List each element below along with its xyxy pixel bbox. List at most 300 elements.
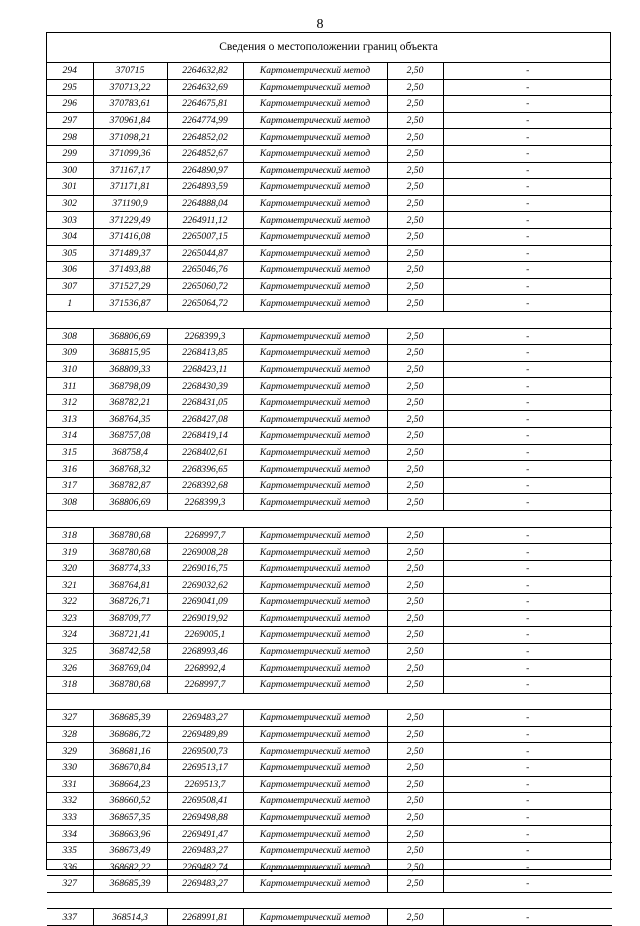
separator-cell bbox=[47, 892, 612, 909]
coord-x-cell: 368682,22 bbox=[93, 859, 167, 876]
point-number-cell: 325 bbox=[47, 643, 93, 660]
method-cell: Картометрический метод bbox=[243, 594, 387, 611]
coord-y-cell: 2268992,4 bbox=[167, 660, 243, 677]
coord-y-cell: 2268427,08 bbox=[167, 411, 243, 428]
coord-y-cell: 2268419,14 bbox=[167, 428, 243, 445]
accuracy-cell: 2,50 bbox=[387, 129, 443, 146]
method-cell: Картометрический метод bbox=[243, 859, 387, 876]
note-cell: - bbox=[443, 195, 612, 212]
coord-x-cell: 368757,08 bbox=[93, 428, 167, 445]
note-cell: - bbox=[443, 295, 612, 312]
coord-x-cell: 371229,49 bbox=[93, 212, 167, 229]
table-row bbox=[47, 494, 612, 511]
coord-y-cell: 2269008,28 bbox=[167, 544, 243, 561]
accuracy-cell: 2,50 bbox=[387, 328, 443, 345]
table-row bbox=[47, 79, 612, 96]
table-row bbox=[47, 809, 612, 826]
table-row bbox=[47, 179, 612, 196]
table-row bbox=[47, 776, 612, 793]
method-cell: Картометрический метод bbox=[243, 876, 387, 893]
coord-y-cell: 2269500,73 bbox=[167, 743, 243, 760]
accuracy-cell: 2,50 bbox=[387, 776, 443, 793]
method-cell: Картометрический метод bbox=[243, 262, 387, 279]
note-cell: - bbox=[443, 743, 612, 760]
point-number-cell: 311 bbox=[47, 378, 93, 395]
coord-y-cell: 2269483,27 bbox=[167, 876, 243, 893]
coord-x-cell: 368685,39 bbox=[93, 710, 167, 727]
coord-y-cell: 2268431,05 bbox=[167, 394, 243, 411]
note-cell: - bbox=[443, 162, 612, 179]
method-cell: Картометрический метод bbox=[243, 112, 387, 129]
coord-y-cell: 2265046,76 bbox=[167, 262, 243, 279]
note-cell: - bbox=[443, 793, 612, 810]
point-number-cell: 313 bbox=[47, 411, 93, 428]
coordinates-table-body bbox=[47, 63, 612, 925]
point-number-cell: 301 bbox=[47, 179, 93, 196]
note-cell: - bbox=[443, 627, 612, 644]
accuracy-cell: 2,50 bbox=[387, 859, 443, 876]
table-row bbox=[47, 842, 612, 859]
coord-x-cell: 368806,69 bbox=[93, 494, 167, 511]
point-number-cell: 318 bbox=[47, 676, 93, 693]
table-row bbox=[47, 577, 612, 594]
table-row bbox=[47, 710, 612, 727]
table-row bbox=[47, 627, 612, 644]
accuracy-cell: 2,50 bbox=[387, 660, 443, 677]
coord-y-cell: 2264774,99 bbox=[167, 112, 243, 129]
method-cell: Картометрический метод bbox=[243, 162, 387, 179]
table-row bbox=[47, 378, 612, 395]
note-cell: - bbox=[443, 378, 612, 395]
table-row bbox=[47, 676, 612, 693]
note-cell: - bbox=[443, 594, 612, 611]
method-cell: Картометрический метод bbox=[243, 477, 387, 494]
note-cell: - bbox=[443, 643, 612, 660]
table-row bbox=[47, 63, 612, 79]
note-cell: - bbox=[443, 759, 612, 776]
method-cell: Картометрический метод bbox=[243, 195, 387, 212]
coord-y-cell: 2269016,75 bbox=[167, 560, 243, 577]
coord-x-cell: 371098,21 bbox=[93, 129, 167, 146]
coord-x-cell: 368806,69 bbox=[93, 328, 167, 345]
coord-x-cell: 368774,33 bbox=[93, 560, 167, 577]
accuracy-cell: 2,50 bbox=[387, 527, 443, 544]
note-cell: - bbox=[443, 660, 612, 677]
accuracy-cell: 2,50 bbox=[387, 345, 443, 362]
method-cell: Картометрический метод bbox=[243, 627, 387, 644]
point-number-cell: 328 bbox=[47, 726, 93, 743]
point-number-cell: 315 bbox=[47, 444, 93, 461]
table-row bbox=[47, 228, 612, 245]
method-cell: Картометрический метод bbox=[243, 411, 387, 428]
coord-x-cell: 371167,17 bbox=[93, 162, 167, 179]
method-cell: Картометрический метод bbox=[243, 710, 387, 727]
point-number-cell: 297 bbox=[47, 112, 93, 129]
table-row bbox=[47, 345, 612, 362]
coord-y-cell: 2269005,1 bbox=[167, 627, 243, 644]
method-cell: Картометрический метод bbox=[243, 793, 387, 810]
point-number-cell: 331 bbox=[47, 776, 93, 793]
accuracy-cell: 2,50 bbox=[387, 444, 443, 461]
coordinates-table bbox=[47, 63, 612, 926]
point-number-cell: 310 bbox=[47, 361, 93, 378]
coord-x-cell: 371493,88 bbox=[93, 262, 167, 279]
method-cell: Картометрический метод bbox=[243, 461, 387, 478]
coord-y-cell: 2268993,46 bbox=[167, 643, 243, 660]
accuracy-cell: 2,50 bbox=[387, 610, 443, 627]
point-number-cell: 318 bbox=[47, 527, 93, 544]
coord-y-cell: 2269513,17 bbox=[167, 759, 243, 776]
note-cell: - bbox=[443, 726, 612, 743]
method-cell: Картометрический метод bbox=[243, 776, 387, 793]
coord-x-cell: 371099,36 bbox=[93, 145, 167, 162]
table-row bbox=[47, 660, 612, 677]
table-row bbox=[47, 129, 612, 146]
accuracy-cell: 2,50 bbox=[387, 162, 443, 179]
coord-y-cell: 2264852,67 bbox=[167, 145, 243, 162]
table-row bbox=[47, 759, 612, 776]
point-number-cell: 334 bbox=[47, 826, 93, 843]
separator-cell bbox=[47, 311, 612, 328]
coord-y-cell: 2264632,69 bbox=[167, 79, 243, 96]
accuracy-cell: 2,50 bbox=[387, 278, 443, 295]
accuracy-cell: 2,50 bbox=[387, 676, 443, 693]
note-cell: - bbox=[443, 328, 612, 345]
point-number-cell: 299 bbox=[47, 145, 93, 162]
coord-x-cell: 371527,29 bbox=[93, 278, 167, 295]
method-cell: Картометрический метод bbox=[243, 295, 387, 312]
note-cell: - bbox=[443, 212, 612, 229]
accuracy-cell: 2,50 bbox=[387, 361, 443, 378]
coord-x-cell: 371171,81 bbox=[93, 179, 167, 196]
table-row bbox=[47, 477, 612, 494]
method-cell: Картометрический метод bbox=[243, 145, 387, 162]
coord-y-cell: 2265064,72 bbox=[167, 295, 243, 312]
point-number-cell: 298 bbox=[47, 129, 93, 146]
method-cell: Картометрический метод bbox=[243, 444, 387, 461]
note-cell: - bbox=[443, 809, 612, 826]
point-number-cell: 327 bbox=[47, 710, 93, 727]
separator-row bbox=[47, 311, 612, 328]
separator-row bbox=[47, 511, 612, 528]
note-cell: - bbox=[443, 909, 612, 926]
coord-y-cell: 2268991,81 bbox=[167, 909, 243, 926]
note-cell: - bbox=[443, 444, 612, 461]
coord-y-cell: 2268430,39 bbox=[167, 378, 243, 395]
coord-x-cell: 368769,04 bbox=[93, 660, 167, 677]
table-row bbox=[47, 876, 612, 893]
point-number-cell: 320 bbox=[47, 560, 93, 577]
table-row bbox=[47, 361, 612, 378]
accuracy-cell: 2,50 bbox=[387, 743, 443, 760]
coord-x-cell: 368670,84 bbox=[93, 759, 167, 776]
method-cell: Картометрический метод bbox=[243, 544, 387, 561]
note-cell: - bbox=[443, 676, 612, 693]
accuracy-cell: 2,50 bbox=[387, 809, 443, 826]
coord-x-cell: 368663,96 bbox=[93, 826, 167, 843]
coord-y-cell: 2269483,27 bbox=[167, 842, 243, 859]
method-cell: Картометрический метод bbox=[243, 494, 387, 511]
note-cell: - bbox=[443, 96, 612, 113]
coord-x-cell: 368709,77 bbox=[93, 610, 167, 627]
table-row bbox=[47, 859, 612, 876]
table-row bbox=[47, 743, 612, 760]
note-cell: - bbox=[443, 112, 612, 129]
coord-x-cell: 371536,87 bbox=[93, 295, 167, 312]
method-cell: Картометрический метод bbox=[243, 63, 387, 79]
page-number: 8 bbox=[316, 17, 324, 32]
method-cell: Картометрический метод bbox=[243, 909, 387, 926]
coord-y-cell: 2269513,7 bbox=[167, 776, 243, 793]
point-number-cell: 323 bbox=[47, 610, 93, 627]
note-cell: - bbox=[443, 527, 612, 544]
accuracy-cell: 2,50 bbox=[387, 826, 443, 843]
method-cell: Картометрический метод bbox=[243, 96, 387, 113]
coord-x-cell: 371416,08 bbox=[93, 228, 167, 245]
coord-x-cell: 368782,87 bbox=[93, 477, 167, 494]
table-row bbox=[47, 793, 612, 810]
note-cell: - bbox=[443, 842, 612, 859]
accuracy-cell: 2,50 bbox=[387, 378, 443, 395]
table-row bbox=[47, 826, 612, 843]
note-cell: - bbox=[443, 278, 612, 295]
point-number-cell: 294 bbox=[47, 63, 93, 79]
coord-y-cell: 2268413,85 bbox=[167, 345, 243, 362]
method-cell: Картометрический метод bbox=[243, 278, 387, 295]
table-header-title: Сведения о местоположении границ объекта bbox=[47, 33, 610, 63]
coord-y-cell: 2265060,72 bbox=[167, 278, 243, 295]
table-row bbox=[47, 428, 612, 445]
point-number-cell: 330 bbox=[47, 759, 93, 776]
method-cell: Картометрический метод bbox=[243, 328, 387, 345]
note-cell: - bbox=[443, 544, 612, 561]
point-number-cell: 302 bbox=[47, 195, 93, 212]
coord-x-cell: 368721,41 bbox=[93, 627, 167, 644]
coord-x-cell: 368514,3 bbox=[93, 909, 167, 926]
table-row bbox=[47, 560, 612, 577]
accuracy-cell: 2,50 bbox=[387, 145, 443, 162]
coord-x-cell: 368742,58 bbox=[93, 643, 167, 660]
note-cell: - bbox=[443, 461, 612, 478]
note-cell: - bbox=[443, 179, 612, 196]
accuracy-cell: 2,50 bbox=[387, 79, 443, 96]
point-number-cell: 321 bbox=[47, 577, 93, 594]
method-cell: Картометрический метод bbox=[243, 743, 387, 760]
table-row bbox=[47, 295, 612, 312]
method-cell: Картометрический метод bbox=[243, 129, 387, 146]
accuracy-cell: 2,50 bbox=[387, 710, 443, 727]
note-cell: - bbox=[443, 129, 612, 146]
method-cell: Картометрический метод bbox=[243, 676, 387, 693]
note-cell: - bbox=[443, 494, 612, 511]
table-row bbox=[47, 262, 612, 279]
table-row bbox=[47, 145, 612, 162]
accuracy-cell: 2,50 bbox=[387, 842, 443, 859]
accuracy-cell: 2,50 bbox=[387, 428, 443, 445]
accuracy-cell: 2,50 bbox=[387, 544, 443, 561]
note-cell: - bbox=[443, 411, 612, 428]
accuracy-cell: 2,50 bbox=[387, 876, 443, 893]
table-row bbox=[47, 527, 612, 544]
point-number-cell: 303 bbox=[47, 212, 93, 229]
table-row bbox=[47, 726, 612, 743]
coord-x-cell: 370961,84 bbox=[93, 112, 167, 129]
coord-x-cell: 368764,35 bbox=[93, 411, 167, 428]
coord-y-cell: 2269489,89 bbox=[167, 726, 243, 743]
method-cell: Картометрический метод bbox=[243, 660, 387, 677]
accuracy-cell: 2,50 bbox=[387, 112, 443, 129]
table-row bbox=[47, 643, 612, 660]
coord-y-cell: 2264632,82 bbox=[167, 63, 243, 79]
coord-y-cell: 2264911,12 bbox=[167, 212, 243, 229]
point-number-cell: 335 bbox=[47, 842, 93, 859]
coord-x-cell: 368660,52 bbox=[93, 793, 167, 810]
coord-x-cell: 371190,9 bbox=[93, 195, 167, 212]
coord-y-cell: 2264890,97 bbox=[167, 162, 243, 179]
note-cell: - bbox=[443, 228, 612, 245]
point-number-cell: 337 bbox=[47, 909, 93, 926]
table-row bbox=[47, 245, 612, 262]
method-cell: Картометрический метод bbox=[243, 361, 387, 378]
accuracy-cell: 2,50 bbox=[387, 594, 443, 611]
accuracy-cell: 2,50 bbox=[387, 909, 443, 926]
table-row bbox=[47, 411, 612, 428]
coord-x-cell: 368782,21 bbox=[93, 394, 167, 411]
method-cell: Картометрический метод bbox=[243, 577, 387, 594]
coord-x-cell: 368664,23 bbox=[93, 776, 167, 793]
method-cell: Картометрический метод bbox=[243, 345, 387, 362]
note-cell: - bbox=[443, 560, 612, 577]
accuracy-cell: 2,50 bbox=[387, 577, 443, 594]
point-number-cell: 304 bbox=[47, 228, 93, 245]
coord-y-cell: 2269483,27 bbox=[167, 710, 243, 727]
point-number-cell: 317 bbox=[47, 477, 93, 494]
coord-x-cell: 368681,16 bbox=[93, 743, 167, 760]
note-cell: - bbox=[443, 345, 612, 362]
coord-x-cell: 368780,68 bbox=[93, 527, 167, 544]
coord-x-cell: 368780,68 bbox=[93, 544, 167, 561]
method-cell: Картометрический метод bbox=[243, 245, 387, 262]
coord-y-cell: 2268423,11 bbox=[167, 361, 243, 378]
coord-x-cell: 368726,71 bbox=[93, 594, 167, 611]
method-cell: Картометрический метод bbox=[243, 394, 387, 411]
note-cell: - bbox=[443, 876, 612, 893]
point-number-cell: 324 bbox=[47, 627, 93, 644]
separator-cell bbox=[47, 511, 612, 528]
table-row bbox=[47, 112, 612, 129]
separator-row bbox=[47, 693, 612, 710]
accuracy-cell: 2,50 bbox=[387, 793, 443, 810]
point-number-cell: 308 bbox=[47, 328, 93, 345]
method-cell: Картометрический метод bbox=[243, 643, 387, 660]
coord-y-cell: 2269482,74 bbox=[167, 859, 243, 876]
method-cell: Картометрический метод bbox=[243, 428, 387, 445]
coord-y-cell: 2269498,88 bbox=[167, 809, 243, 826]
point-number-cell: 314 bbox=[47, 428, 93, 445]
coord-y-cell: 2264888,04 bbox=[167, 195, 243, 212]
accuracy-cell: 2,50 bbox=[387, 494, 443, 511]
accuracy-cell: 2,50 bbox=[387, 560, 443, 577]
coord-y-cell: 2264675,81 bbox=[167, 96, 243, 113]
accuracy-cell: 2,50 bbox=[387, 245, 443, 262]
accuracy-cell: 2,50 bbox=[387, 411, 443, 428]
method-cell: Картометрический метод bbox=[243, 560, 387, 577]
point-number-cell: 333 bbox=[47, 809, 93, 826]
point-number-cell: 295 bbox=[47, 79, 93, 96]
point-number-cell: 300 bbox=[47, 162, 93, 179]
point-number-cell: 322 bbox=[47, 594, 93, 611]
note-cell: - bbox=[443, 710, 612, 727]
accuracy-cell: 2,50 bbox=[387, 262, 443, 279]
table-row bbox=[47, 328, 612, 345]
point-number-cell: 305 bbox=[47, 245, 93, 262]
note-cell: - bbox=[443, 428, 612, 445]
method-cell: Картометрический метод bbox=[243, 179, 387, 196]
coord-y-cell: 2268396,65 bbox=[167, 461, 243, 478]
coord-y-cell: 2264893,59 bbox=[167, 179, 243, 196]
table-row bbox=[47, 195, 612, 212]
accuracy-cell: 2,50 bbox=[387, 179, 443, 196]
coord-y-cell: 2268997,7 bbox=[167, 527, 243, 544]
point-number-cell: 296 bbox=[47, 96, 93, 113]
accuracy-cell: 2,50 bbox=[387, 759, 443, 776]
method-cell: Картометрический метод bbox=[243, 228, 387, 245]
coord-x-cell: 368780,68 bbox=[93, 676, 167, 693]
coord-x-cell: 368764,81 bbox=[93, 577, 167, 594]
point-number-cell: 329 bbox=[47, 743, 93, 760]
coord-y-cell: 2268399,3 bbox=[167, 328, 243, 345]
separator-cell bbox=[47, 693, 612, 710]
accuracy-cell: 2,50 bbox=[387, 295, 443, 312]
accuracy-cell: 2,50 bbox=[387, 461, 443, 478]
coord-x-cell: 368686,72 bbox=[93, 726, 167, 743]
method-cell: Картометрический метод bbox=[243, 79, 387, 96]
note-cell: - bbox=[443, 477, 612, 494]
accuracy-cell: 2,50 bbox=[387, 96, 443, 113]
method-cell: Картометрический метод bbox=[243, 378, 387, 395]
note-cell: - bbox=[443, 361, 612, 378]
table-row bbox=[47, 594, 612, 611]
coord-x-cell: 371489,37 bbox=[93, 245, 167, 262]
coord-x-cell: 368657,35 bbox=[93, 809, 167, 826]
point-number-cell: 307 bbox=[47, 278, 93, 295]
point-number-cell: 332 bbox=[47, 793, 93, 810]
note-cell: - bbox=[443, 577, 612, 594]
method-cell: Картометрический метод bbox=[243, 610, 387, 627]
coord-x-cell: 368685,39 bbox=[93, 876, 167, 893]
coord-x-cell: 368758,4 bbox=[93, 444, 167, 461]
coord-y-cell: 2269491,47 bbox=[167, 826, 243, 843]
table-row bbox=[47, 444, 612, 461]
coord-y-cell: 2264852,02 bbox=[167, 129, 243, 146]
point-number-cell: 312 bbox=[47, 394, 93, 411]
coord-x-cell: 368673,49 bbox=[93, 842, 167, 859]
point-number-cell: 327 bbox=[47, 876, 93, 893]
point-number-cell: 336 bbox=[47, 859, 93, 876]
coord-y-cell: 2268399,3 bbox=[167, 494, 243, 511]
table-row bbox=[47, 278, 612, 295]
accuracy-cell: 2,50 bbox=[387, 212, 443, 229]
point-number-cell: 306 bbox=[47, 262, 93, 279]
accuracy-cell: 2,50 bbox=[387, 627, 443, 644]
note-cell: - bbox=[443, 394, 612, 411]
coord-y-cell: 2269019,92 bbox=[167, 610, 243, 627]
point-number-cell: 309 bbox=[47, 345, 93, 362]
table-row bbox=[47, 394, 612, 411]
coord-x-cell: 368798,09 bbox=[93, 378, 167, 395]
coord-x-cell: 370715 bbox=[93, 63, 167, 79]
method-cell: Картометрический метод bbox=[243, 826, 387, 843]
